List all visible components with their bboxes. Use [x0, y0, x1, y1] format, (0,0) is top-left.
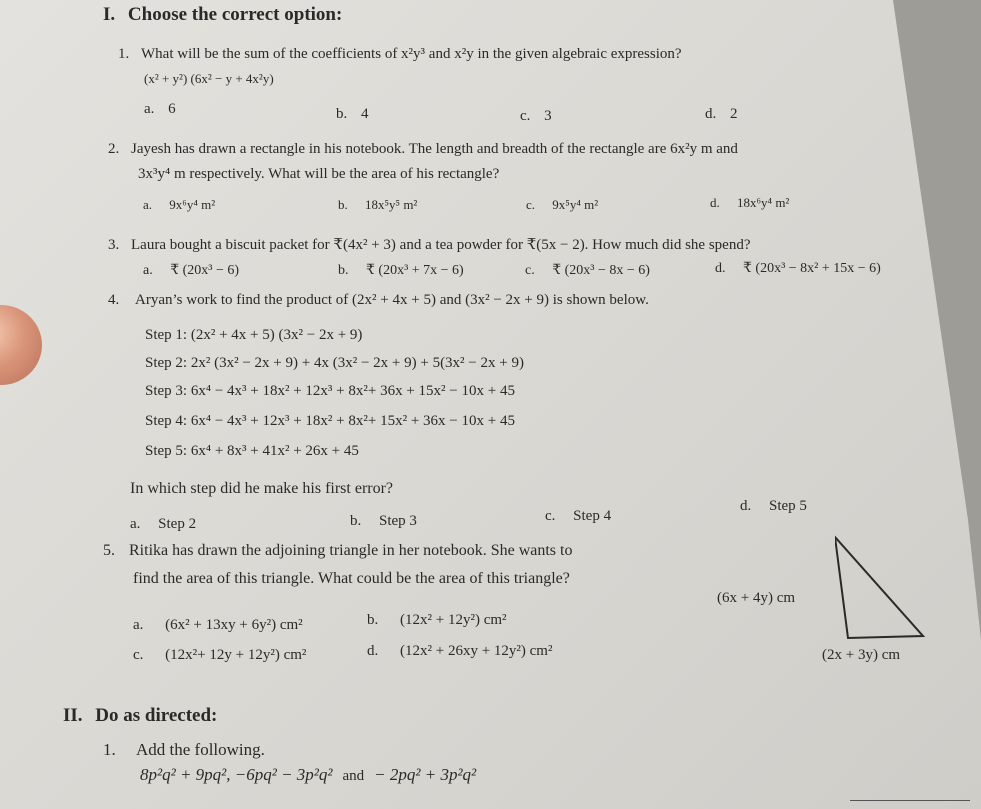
question-3: [108, 235, 751, 254]
question-text: What will be the sum of the coefficients of x²y³ and x²y in the given algebraic expression?: [141, 46, 682, 62]
q4-option-a[interactable]: [130, 516, 196, 533]
question-text: Aryan’s work to find the product of (2x² + 4x + 5) and (3x² − 2x + 9) is shown below.: [135, 292, 649, 308]
q1-option-a[interactable]: [144, 101, 176, 118]
option-label: c.: [526, 197, 536, 212]
q3-option-b[interactable]: [338, 262, 464, 279]
q1-option-d[interactable]: [705, 106, 738, 123]
question-number: 4.: [108, 292, 120, 308]
q4-option-c[interactable]: [545, 508, 611, 525]
step-1: Step 1: (2x² + 4x + 5) (3x² − 2x + 9): [145, 327, 363, 343]
option-value: Step 2: [158, 516, 197, 532]
question-text: Jayesh has drawn a rectangle in his notebook. The length and breadth of the rectangle are 6x²y m and: [131, 141, 738, 157]
q1-expression: (x² + y²) (6x² − y + 4x²y): [144, 71, 274, 86]
question-4: [108, 292, 649, 309]
step-4: Step 4: 6x⁴ − 4x³ + 12x³ + 18x² + 8x²+ 15x² + 36x − 10x + 45: [145, 413, 515, 429]
option-value: Step 4: [573, 508, 612, 524]
s2q1-expression: [140, 765, 476, 785]
question-number: 5.: [103, 542, 115, 559]
q3-option-a[interactable]: [143, 262, 239, 279]
triangle-height-label: (6x + 4y) cm: [717, 590, 796, 606]
section-i-heading: [103, 4, 342, 26]
question-5: [103, 542, 572, 560]
section-numeral: I.: [103, 4, 116, 25]
option-label: b.: [367, 612, 379, 628]
question-text: Laura bought a biscuit packet for ₹(4x² + 3) and a tea powder for ₹(5x − 2). How much did she spend?: [131, 237, 751, 253]
q3-option-d[interactable]: [715, 260, 881, 277]
section-title: Choose the correct option:: [127, 4, 343, 25]
section-numeral: II.: [63, 705, 83, 726]
option-label: d.: [740, 498, 752, 514]
step-5: Step 5: 6x⁴ + 8x³ + 41x² + 26x + 45: [145, 443, 359, 459]
step-3: Step 3: 6x⁴ − 4x³ + 18x² + 12x³ + 8x²+ 36x + 15x² − 10x + 45: [145, 383, 515, 399]
option-value: 3: [544, 108, 552, 124]
option-value: 6: [168, 101, 176, 117]
option-value: Step 3: [379, 513, 417, 529]
option-label: a.: [144, 101, 155, 117]
question-2-line2: 3x³y⁴ m respectively. What will be the area of his rectangle?: [138, 166, 500, 182]
option-label: a.: [133, 617, 144, 633]
q3-option-c[interactable]: [525, 262, 650, 279]
question-number: 2.: [108, 141, 120, 157]
option-label: c.: [525, 263, 535, 278]
option-value: (6x² + 13xy + 6y²) cm²: [165, 617, 303, 633]
option-label: a.: [130, 516, 141, 532]
option-value: 4: [361, 106, 369, 122]
option-label: b.: [336, 106, 348, 122]
question-number: 1.: [118, 46, 130, 62]
q2-option-c[interactable]: [526, 197, 598, 213]
q4-option-b[interactable]: [350, 513, 417, 530]
q5-option-c[interactable]: [133, 647, 306, 664]
option-label: d.: [705, 106, 717, 122]
option-value: Step 5: [769, 498, 807, 514]
question-number: 3.: [108, 237, 120, 253]
expression-a: 8p²q² + 9pq², −6pq² − 3p²q²: [140, 765, 333, 784]
q4-option-d[interactable]: [740, 498, 807, 515]
option-value: 9x⁶y⁴ m²: [169, 197, 216, 212]
option-label: c.: [520, 108, 531, 124]
q5-option-b[interactable]: [367, 612, 507, 629]
q1-option-c[interactable]: [520, 108, 552, 125]
q1-option-b[interactable]: [336, 106, 369, 123]
q2-option-a[interactable]: [143, 197, 215, 213]
option-value: (12x² + 12y²) cm²: [400, 612, 507, 628]
q2-option-d[interactable]: [710, 195, 789, 211]
option-label: b.: [338, 197, 348, 212]
and-word: and: [342, 768, 365, 784]
q5-option-a[interactable]: [133, 617, 303, 634]
option-value: ₹ (20x³ + 7x − 6): [366, 263, 464, 278]
q4-prompt: In which step did he make his first error?: [130, 480, 394, 497]
question-text: Ritika has drawn the adjoining triangle in her notebook. She wants to: [129, 542, 573, 559]
option-value: 18x⁵y⁵ m²: [365, 197, 418, 212]
right-triangle-figure: [835, 535, 935, 645]
option-value: 18x⁶y⁴ m²: [737, 195, 790, 210]
option-value: (12x²+ 12y + 12y²) cm²: [165, 647, 307, 663]
option-label: a.: [143, 197, 153, 212]
triangle-base-label: (2x + 3y) cm: [822, 647, 901, 663]
step-2: Step 2: 2x² (3x² − 2x + 9) + 4x (3x² − 2x + 9) + 5(3x² − 2x + 9): [145, 355, 524, 371]
expression-b: − 2pq² + 3p²q²: [374, 765, 477, 784]
option-value: 9x⁵y⁴ m²: [552, 197, 599, 212]
option-value: ₹ (20x³ − 8x² + 15x − 6): [743, 261, 881, 276]
option-label: a.: [143, 263, 153, 278]
option-value: ₹ (20x³ − 6): [170, 263, 240, 278]
q2-option-b[interactable]: [338, 197, 417, 213]
option-value: (12x² + 26xy + 12y²) cm²: [400, 643, 553, 659]
option-label: d.: [367, 643, 379, 659]
option-label: b.: [338, 263, 349, 278]
question-1: [118, 46, 682, 63]
option-label: d.: [715, 261, 726, 276]
option-label: b.: [350, 513, 362, 529]
question-2: [108, 141, 738, 158]
option-label: c.: [545, 508, 556, 524]
answer-line: [850, 800, 970, 801]
option-label: c.: [133, 647, 144, 663]
option-label: d.: [710, 195, 720, 210]
option-value: 2: [730, 106, 738, 122]
section-ii-heading: [63, 705, 217, 727]
q5-option-d[interactable]: [367, 643, 552, 660]
section-ii-question-1: [103, 740, 265, 760]
question-number: 1.: [103, 740, 116, 759]
question-text: Add the following.: [136, 740, 265, 759]
option-value: ₹ (20x³ − 8x − 6): [552, 263, 650, 278]
question-5-line2: find the area of this triangle. What could be the area of this triangle?: [133, 570, 570, 587]
section-title: Do as directed:: [95, 705, 218, 726]
